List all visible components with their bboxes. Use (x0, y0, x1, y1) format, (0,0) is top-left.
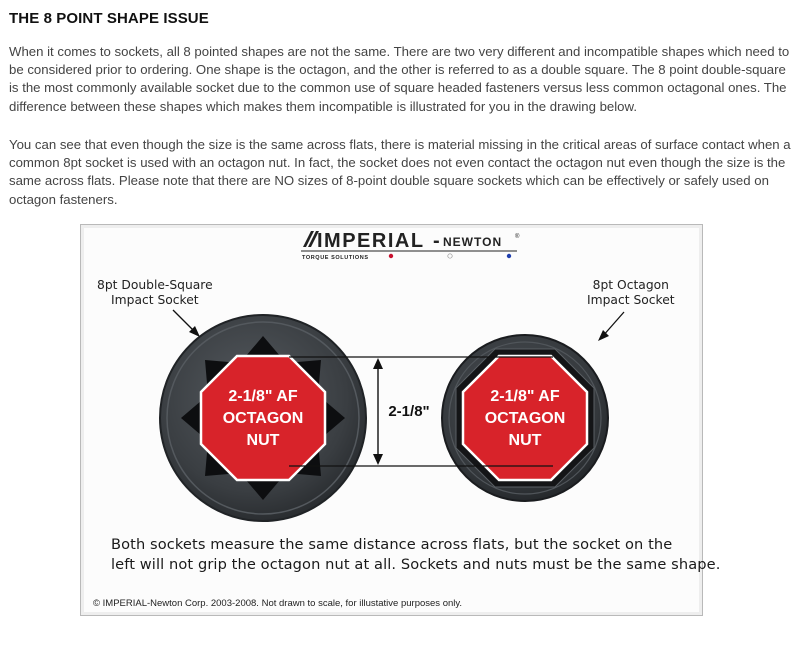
imperial-newton-logo (301, 230, 520, 261)
section-heading: THE 8 POINT SHAPE ISSUE (9, 10, 209, 27)
comparison-figure (80, 224, 721, 616)
copyright-notice: © IMPERIAL-Newton Corp. 2003-2008. Not drawn to scale, for illustative purposes only. (93, 598, 463, 609)
right-nut-type: OCTAGON (484, 410, 566, 427)
double-square-label (97, 278, 213, 308)
double-square-label-line1: 8pt Double-Square (97, 278, 213, 292)
left-octagon-nut (201, 356, 325, 480)
left-nut-label: NUT (246, 432, 280, 449)
left-label-arrow (173, 310, 200, 337)
logo-blue-dot (507, 254, 511, 258)
logo-dash: - (433, 230, 440, 252)
octagon-label-line1: 8pt Octagon (592, 278, 669, 292)
right-label-arrow (598, 312, 624, 341)
figure-caption-line1: Both sockets measure the same distance across flats, but the socket on the (111, 536, 673, 553)
left-nut-type: OCTAGON (222, 410, 304, 427)
detail-paragraph: You can see that even though the size is the same across flats, there is material missing in the critical areas of surface contact when a common 8pt socket is used with an octagon nut. In fact, the socket does not even contact the octagon nut even though the size is the same across flats. Please note that there are NO sizes of 8-point double square sockets which can be effectively or safely used on octagon fasteners. (9, 137, 791, 207)
logo-white-dot (448, 254, 452, 258)
octagon-label (587, 278, 675, 308)
logo-main: IMPERIAL (317, 230, 425, 252)
right-nut-size: 2-1/8" AF (490, 388, 560, 405)
intro-paragraph: When it comes to sockets, all 8 pointed shapes are not the same. There are two very different and incompatible shapes which need to be considered prior to ordering. One shape is the octagon, and the other is referred to as a double square. The 8 point double-square is the most commonly available socket due to the common use of square headed fasteners versus less common octagonal ones. The difference between these shapes which makes them incompatible is illustrated for you in the drawing below. (9, 44, 790, 114)
double-square-label-line2: Impact Socket (111, 293, 199, 307)
octagon-label-line2: Impact Socket (587, 293, 675, 307)
right-nut-label: NUT (508, 432, 542, 449)
logo-secondary: NEWTON (443, 235, 503, 249)
left-nut-size: 2-1/8" AF (228, 388, 298, 405)
figure-caption-line2: left will not grip the octagon nut at all. Sockets and nuts must be the same shape. (111, 556, 721, 573)
dimension-value: 2-1/8" (388, 403, 430, 420)
logo-registered: ® (515, 234, 520, 240)
right-octagon-nut (463, 356, 587, 480)
logo-tagline: TORQUE SOLUTIONS (302, 255, 369, 261)
logo-red-dot (389, 254, 393, 258)
